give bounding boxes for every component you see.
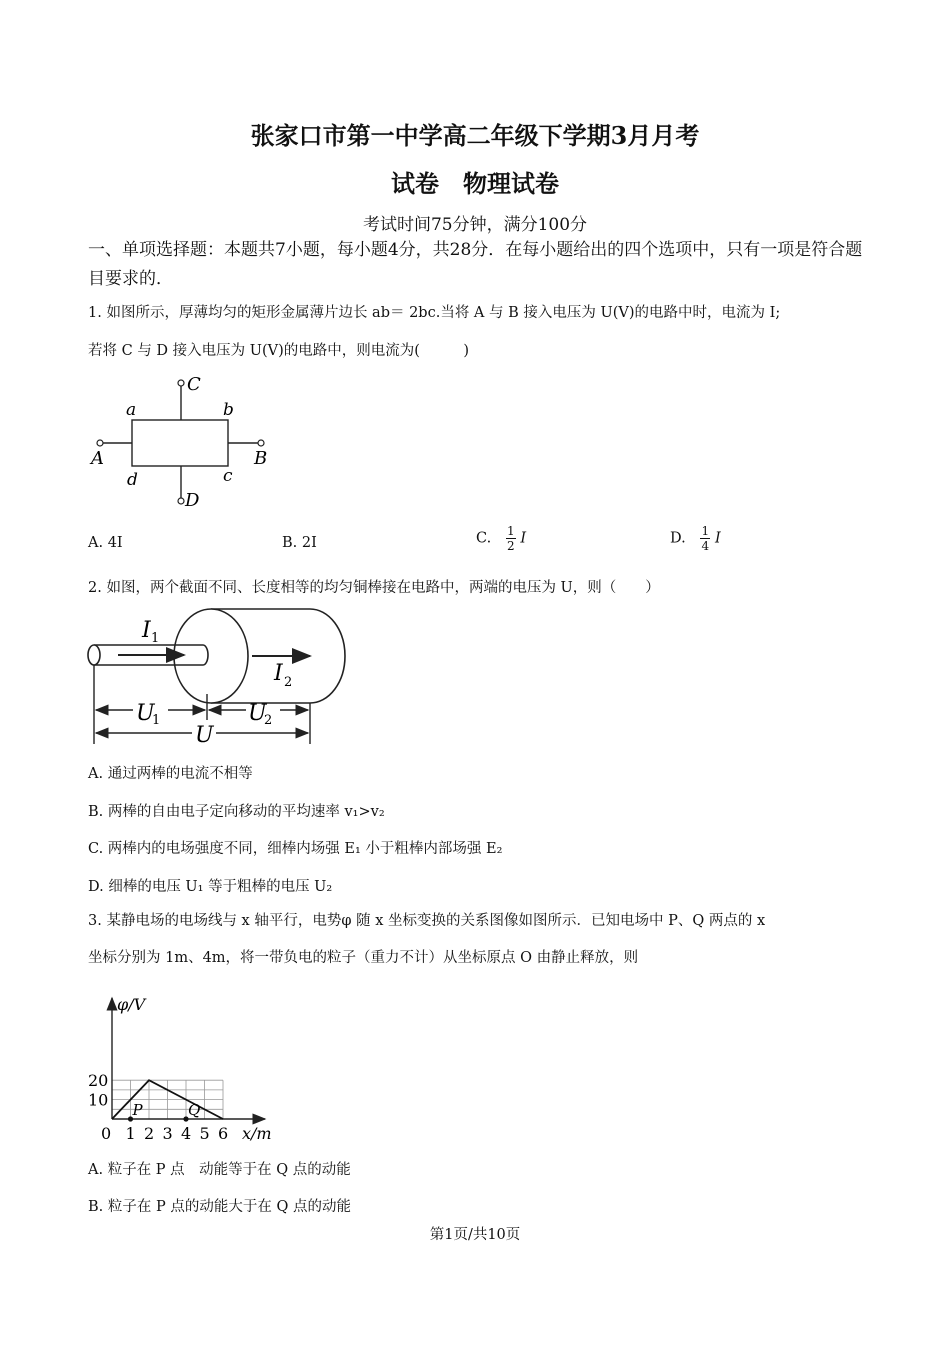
y-tick-label: 10 xyxy=(88,1090,109,1110)
label-d: d xyxy=(127,470,138,490)
x-tick-label: 5 xyxy=(199,1124,210,1143)
q2-option-a: A. 通过两棒的电流不相等 xyxy=(88,766,253,782)
q1-option-d-prefix: D. xyxy=(670,530,686,547)
label-u2-sub: 2 xyxy=(264,713,273,728)
label-i2-sub: 2 xyxy=(284,675,293,690)
exam-title-line2: 试卷 物理试卷 xyxy=(391,169,559,198)
q3-line2: 坐标分别为 1m、4m，将一带负电的粒子（重力不计）从坐标原点 O 由静止释放，则 xyxy=(88,950,639,966)
q1-figure xyxy=(85,370,285,515)
q1-line1: 1. 如图所示，厚薄均匀的矩形金属薄片边长 ab＝ 2bc.当将 A 与 B 接入电压为 U(V)的电路中时，电流为 I; xyxy=(88,305,781,321)
label-B: B xyxy=(254,448,268,469)
label-i1-sub: 1 xyxy=(151,631,160,646)
q1-option-c-prefix: C. xyxy=(476,530,492,547)
q1-option-d-fraction xyxy=(700,525,710,552)
x-tick-label: 0 xyxy=(101,1124,112,1143)
y-axis-label: φ/V xyxy=(117,995,146,1014)
q1-option-d-numerator: 1 xyxy=(701,524,710,538)
q1-option-a: A. 4I xyxy=(88,535,123,551)
q2-text: 2. 如图，两个截面不同、长度相等的均匀铜棒接在电路中，两端的电压为 U，则（ ） xyxy=(88,580,660,596)
label-A: A xyxy=(91,448,104,469)
q2-option-b: B. 两棒的自由电子定向移动的平均速率 v₁>v₂ xyxy=(88,804,385,820)
q1-option-c-numerator: 1 xyxy=(506,524,515,538)
exam-info: 考试时间75分钟，满分100分 xyxy=(362,215,588,235)
label-u2: U xyxy=(248,701,267,726)
q1-option-b: B. 2I xyxy=(282,535,317,551)
label-b: b xyxy=(223,400,234,420)
q1-option-c-suffix: I xyxy=(520,530,527,547)
section-heading: 一、单项选择题：本题共7小题，每小题4分，共28分．在每小题给出的四个选项中，只有一项是符合题目要求的． xyxy=(88,240,863,289)
x-tick-label: 2 xyxy=(144,1124,155,1143)
q3-option-a: A. 粒子在 P 点 动能等于在 Q 点的动能 xyxy=(88,1162,351,1178)
label-u1: U xyxy=(136,701,155,726)
q1-option-d-denominator: 4 xyxy=(701,539,710,553)
chart-ticks xyxy=(88,1071,228,1143)
q3-line1: 3. 某静电场的电场线与 x 轴平行，电势φ 随 x 坐标变换的关系图像如图所示．已知电场中 P、Q 两点的 x xyxy=(88,913,766,929)
label-D: D xyxy=(185,490,200,511)
label-a: a xyxy=(126,400,137,420)
q1-option-c xyxy=(476,525,526,552)
x-tick-label: 6 xyxy=(218,1124,229,1143)
point-label: Q xyxy=(188,1101,201,1119)
x-tick-label: 3 xyxy=(162,1124,173,1143)
y-tick-label: 20 xyxy=(88,1071,109,1091)
label-u1-sub: 1 xyxy=(152,713,161,728)
q2-figure xyxy=(80,604,355,750)
chart-grid xyxy=(112,1080,223,1119)
q1-option-c-denominator: 2 xyxy=(506,539,515,553)
label-C: C xyxy=(187,374,201,395)
q1-option-c-fraction xyxy=(506,525,516,552)
point-label: P xyxy=(132,1101,143,1119)
x-axis-label: x/m xyxy=(242,1124,272,1143)
exam-title-line1: 张家口市第一中学高二年级下学期3月月考 xyxy=(250,121,700,150)
q3-option-b: B. 粒子在 P 点的动能大于在 Q 点的动能 xyxy=(88,1199,351,1215)
q2-option-d: D. 细棒的电压 U₁ 等于粗棒的电压 U₂ xyxy=(88,879,333,895)
phi-x-chart xyxy=(80,988,280,1148)
q2-option-c: C. 两棒内的电场强度不同，细棒内场强 E₁ 小于粗棒内部场强 E₂ xyxy=(88,841,503,857)
label-c: c xyxy=(223,466,233,486)
q1-option-d-suffix: I xyxy=(714,530,721,547)
q1-line2: 若将 C 与 D 接入电压为 U(V)的电路中，则电流为( ) xyxy=(88,343,470,359)
page-footer: 第1页/共10页 xyxy=(429,1227,521,1243)
label-i1: I xyxy=(142,618,151,643)
q1-option-d xyxy=(670,525,721,552)
label-i2: I xyxy=(274,661,283,686)
x-tick-label: 4 xyxy=(181,1124,192,1143)
x-tick-label: 1 xyxy=(125,1124,136,1143)
label-u: U xyxy=(195,723,214,748)
